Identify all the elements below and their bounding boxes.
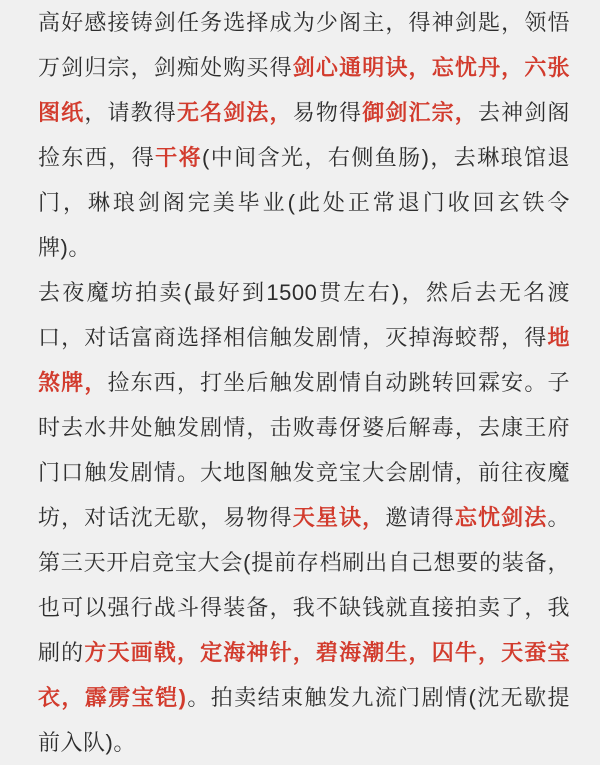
text-run: 邀请得 [385, 505, 455, 530]
paragraph [38, 270, 570, 765]
text-run: 捡东西，打坐后触发剧情自动跳转回霖安。子时去水井处触发剧情，击败毒伢婆后解毒，去康王府门口触发剧情。大地图触发竞宝大会剧情，前往夜魔坊，对话沈无歇，易物得 [38, 370, 570, 530]
text-run: 易物得 [292, 100, 363, 125]
text-run: 。拍卖结束触发九流门剧情(沈无歇提前入队)。 [38, 685, 571, 755]
highlighted-text-run: 天星诀， [292, 505, 386, 530]
text-run: 去神剑阁捡东西，得 [38, 100, 570, 170]
highlighted-text-run: 地煞牌， [38, 325, 570, 395]
text-run: 去夜魔坊拍卖(最好到1500贯左右)，然后去无名渡口，对话富商选择相信触发剧情，灭掉海蛟帮，得 [38, 280, 570, 350]
text-run: 。第三天开启竞宝大会(提前存档刷出自己想要的装备，也可以强行战斗得装备，我不缺钱就直接拍卖了，我刷的 [38, 505, 570, 665]
highlighted-text-run: 忘忧剑法 [454, 505, 548, 530]
highlighted-text-run: 御剑汇宗， [362, 100, 478, 125]
text-run: (中间含光，右侧鱼肠)，去琳琅馆退门，琳琅剑阁完美毕业(此处正常退门收回玄铁令牌)。 [38, 145, 570, 260]
text-run: ，请教得 [84, 100, 177, 125]
text-run: 高好感接铸剑任务选择成为少阁主，得神剑匙，领悟万剑归宗，剑痴处购买得 [38, 10, 570, 80]
highlighted-text-run: 方天画戟，定海神针，碧海潮生，囚牛，天蚕宝衣，霹雳宝铠) [38, 640, 570, 710]
paragraph [38, 0, 570, 270]
highlighted-text-run: 无名剑法， [176, 100, 293, 125]
highlighted-text-run: 剑心通明诀，忘忧丹，六张图纸 [38, 55, 570, 125]
highlighted-text-run: 干将 [155, 145, 202, 170]
